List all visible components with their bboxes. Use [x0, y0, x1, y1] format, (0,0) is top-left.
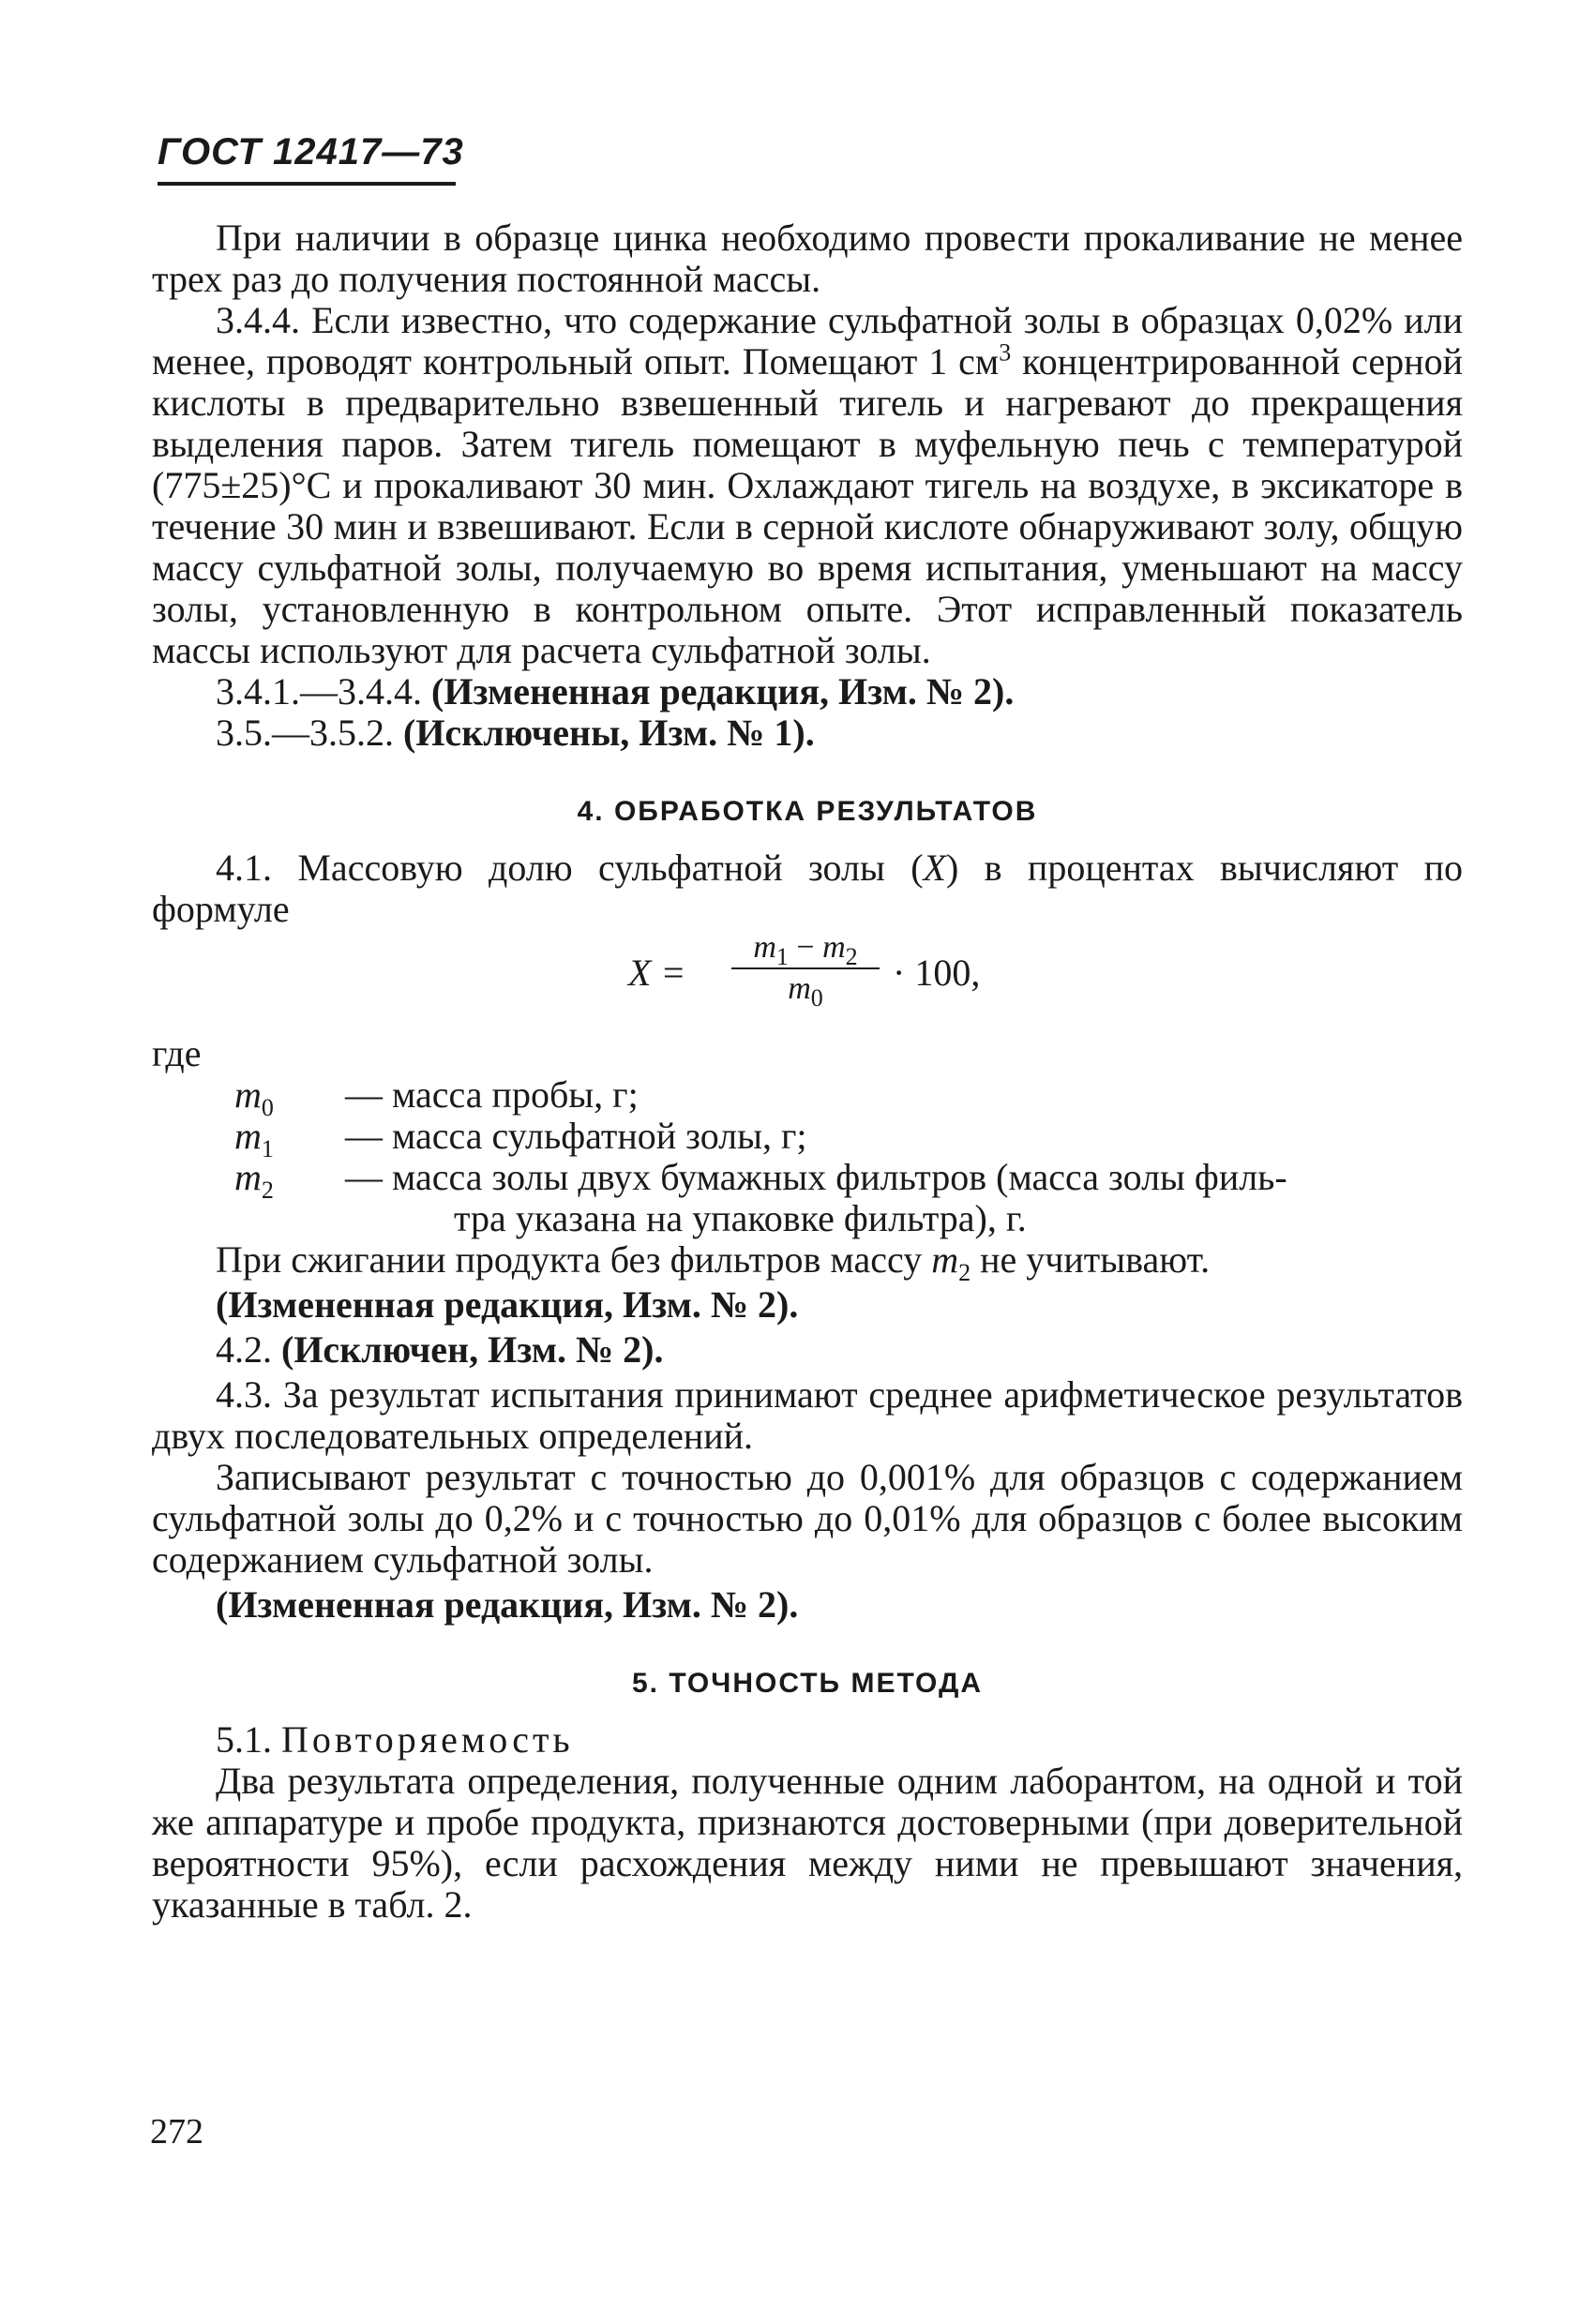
paragraph-4-1: 4.1. Массовую долю сульфатной золы (X) в процентах вычисляют по формуле [152, 847, 1463, 930]
amendment-note-2: 3.5.—3.5.2. (Исключены, Изм. № 1). [216, 712, 815, 754]
paragraph-zinc: При наличии в образце цинка необходимо провести прокаливание не менее трех раз до получения постоянной массы. [152, 217, 1463, 300]
paragraph-no-filter: При сжигании продукта без фильтров массу $m_2$ не учитывают. [216, 1238, 1211, 1286]
paragraph-3-4-4: 3.4.4. Если известно, что содержание сульфатной золы в образцах 0,02% или менее, проводят контрольный опыт. Помещают 1 $см^3$ концентрированной серной кислоты в предварительно взвешенный тигель и нагревают до прекращения выделения паров. Затем тигель помещают в муфельную печь с температурой (775±25)°С и прокаливают 30 мин. Охлаждают тигель на воздухе, в эксикаторе в течение 30 мин и взвешивают. Если в серной кислоте обнаруживают золу, общую массу сульфатной золы, получаемую во время испытания, уменьшают на массу золы, установленную в контрольном опыте. Этот исправленный показатель массы используют для расчета сульфатной золы. [152, 299, 1463, 671]
section-4-heading: 4. ОБРАБОТКА РЕЗУЛЬТАТОВ [577, 796, 1038, 827]
body-text [152, 217, 1463, 1926]
formula-rhs: · 100, [893, 952, 981, 994]
variable-m0: $m_0$ — масса пробы, г; [234, 1073, 639, 1121]
paragraph-5-1: Два результата определения, полученные одним лаборантом, на одной и той же аппаратуре и пробе продукта, признаются достоверными (при доверительной вероятности 95%), если расхождения между ними не превышают значения, указанные в табл. 2. [152, 1760, 1463, 1926]
paragraph-5-1-title: 5.1. Повторяемость [216, 1718, 574, 1761]
amendment-note-3: (Измененная редакция, Изм. № 2). [216, 1283, 799, 1326]
formula-lhs: X = [628, 952, 686, 994]
section-5-heading: 5. ТОЧНОСТЬ МЕТОДА [631, 1668, 984, 1699]
amendment-note-4: (Измененная редакция, Изм. № 2). [216, 1583, 799, 1626]
amendment-note-1: 3.4.1.—3.4.4. (Измененная редакция, Изм. № 2). [216, 670, 1015, 712]
variable-list [152, 1074, 1463, 1239]
formula-fraction [731, 930, 880, 1012]
formula-numerator: $m_1 - m_2$ [753, 930, 858, 970]
formula-denominator: $m_0$ [788, 971, 823, 1012]
variable-m2: $m_2$ — масса золы двух бумажных фильтров (масса золы филь- тра указана на упаковке фильтра), г. [234, 1156, 1287, 1239]
formula-sulfate-ash [152, 930, 1463, 1033]
paragraph-4-2: 4.2. (Исключен, Изм. № 2). [216, 1328, 664, 1371]
where-label: где [152, 1032, 202, 1074]
header-rule [158, 182, 456, 186]
paragraph-4-3: 4.3. За результат испытания принимают среднее арифметическое результатов двух последовательных определений. [152, 1373, 1463, 1457]
page-number: 272 [150, 2112, 203, 2152]
standard-header: ГОСТ 12417—73 [158, 131, 464, 172]
variable-m1: $m_1$ — масса сульфатной золы, г; [234, 1115, 807, 1162]
paragraph-4-3-precision: Записывают результат с точностью до 0,001% для образцов с содержанием сульфатной золы до 0,2% и с точностью до 0,01% для образцов с более высоким содержанием сульфатной золы. [152, 1456, 1463, 1581]
